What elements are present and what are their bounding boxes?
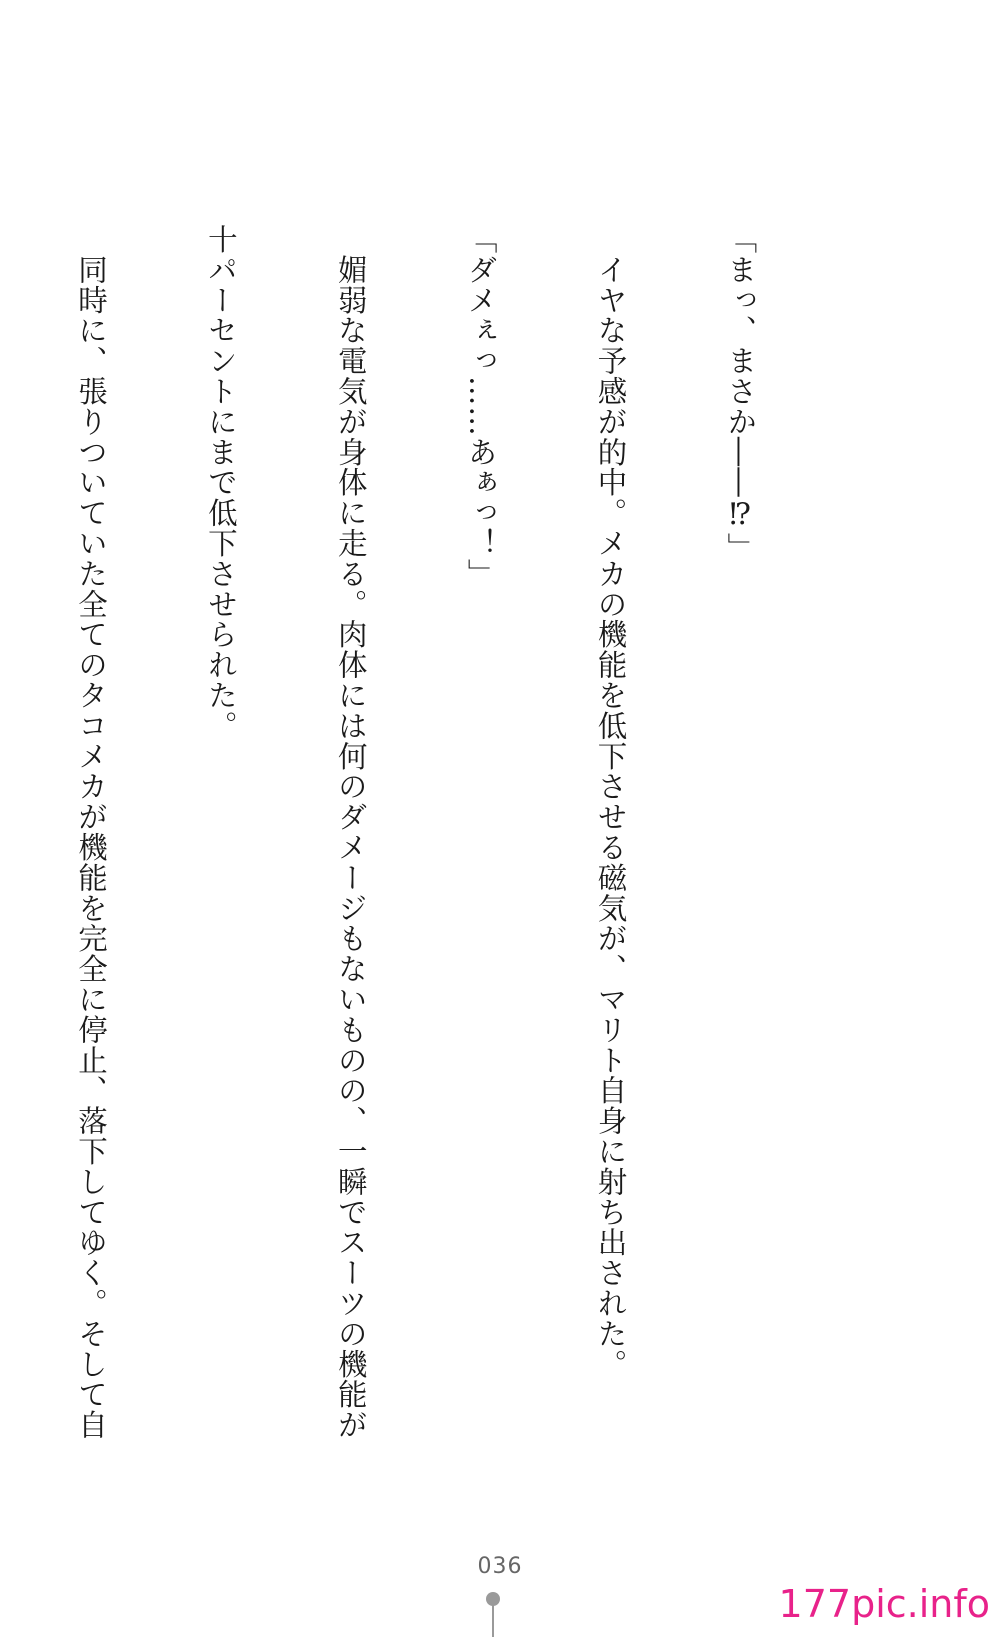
watermark: 177pic.info xyxy=(778,1582,990,1626)
text-line: 「ダメぇっ……あぁっ！」 xyxy=(463,224,498,589)
text-line: イヤな予感が的中。メカの機能を低下させる磁気が、マリト自身に射ち出された。 xyxy=(593,224,628,1380)
page-marker-stem xyxy=(492,1604,494,1637)
body-text xyxy=(73,224,848,1440)
text-line: 媚弱な電気が身体に走る。肉体には何のダメージもないものの、一瞬でスーツの機能が xyxy=(333,224,368,1440)
page-number: 036 xyxy=(477,1554,523,1579)
text-line: 十パーセントにまで低下させられた。 xyxy=(203,224,238,741)
text-line: 「まっ、まさか――⁉」 xyxy=(723,224,758,563)
text-line: 同時に、張りついていた全てのタコメカが機能を完全に停止、落下してゆく。そして自 xyxy=(73,224,108,1440)
